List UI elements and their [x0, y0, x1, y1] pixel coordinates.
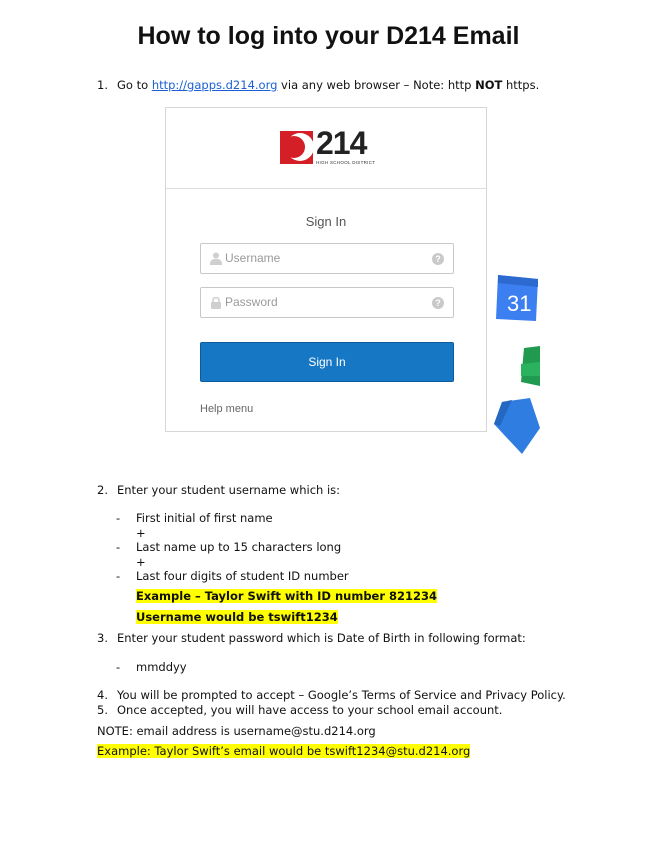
- page-title: How to log into your D214 Email: [137, 22, 520, 50]
- bullet-mark: -: [116, 569, 121, 583]
- step-1-suffix: https.: [502, 78, 540, 92]
- bullet-mark: -: [116, 511, 121, 525]
- example-highlight-1: [136, 589, 437, 603]
- password-format: mmddyy: [136, 660, 187, 674]
- email-example-highlight: [97, 744, 470, 758]
- step-4-number: 4.: [97, 688, 108, 702]
- login-card-header: [166, 108, 486, 189]
- username-help-icon[interactable]: ?: [432, 253, 444, 265]
- step-1-prefix: Go to: [117, 78, 152, 92]
- bullet-mark: -: [116, 660, 121, 674]
- lock-icon: [210, 296, 222, 309]
- email-example: Example: Taylor Swift’s email would be tswift1234@stu.d214.org: [97, 744, 471, 758]
- username-field[interactable]: [200, 243, 454, 274]
- step-1-bold: NOT: [475, 78, 503, 92]
- bullet-last-name: Last name up to 15 characters long: [136, 540, 342, 554]
- step-3-text: Enter your student password which is Date of Birth in following format:: [117, 631, 526, 645]
- step-4-text: You will be prompted to accept – Google’s Terms of Service and Privacy Policy.: [117, 688, 566, 702]
- step-5-number: 5.: [97, 703, 108, 717]
- email-note: NOTE: email address is username@stu.d214.org: [97, 724, 376, 738]
- google-sheets-icon: [521, 346, 540, 386]
- logo-subtitle: HIGH SCHOOL DISTRICT: [316, 160, 376, 165]
- help-menu-link[interactable]: Help menu: [200, 403, 254, 415]
- step-3-number: 3.: [97, 631, 108, 645]
- logo-number: 214: [316, 125, 367, 161]
- step-5-text: Once accepted, you will have access to your school email account.: [117, 703, 503, 717]
- step-1-text: [117, 78, 539, 92]
- login-card: [165, 107, 487, 432]
- signin-heading: Sign In: [305, 214, 347, 229]
- step-2-text: Enter your student username which is:: [117, 483, 341, 497]
- username-input[interactable]: [225, 248, 425, 268]
- step-1-number: 1.: [97, 78, 108, 92]
- google-docs-icon: [492, 398, 540, 454]
- bullet-mark: -: [116, 540, 121, 554]
- step-1-middle: via any web browser – Note: http: [277, 78, 476, 92]
- example-text-1: Example – Taylor Swift with ID number 821234: [136, 589, 438, 603]
- password-help-icon[interactable]: ?: [432, 297, 444, 309]
- plus-sign: +: [136, 555, 146, 569]
- example-highlight-2: [136, 610, 338, 624]
- bullet-first-initial: First initial of first name: [136, 511, 273, 525]
- password-field[interactable]: [200, 287, 454, 318]
- example-text-2: Username would be tswift1234: [136, 610, 338, 624]
- password-input[interactable]: [225, 292, 425, 312]
- plus-sign: +: [136, 526, 146, 540]
- signin-button[interactable]: Sign In: [200, 342, 454, 382]
- calendar-number: 31: [507, 291, 532, 316]
- google-calendar-icon: [494, 273, 540, 325]
- user-icon: [210, 252, 222, 265]
- bullet-student-id: Last four digits of student ID number: [136, 569, 349, 583]
- d214-logo-icon: [280, 131, 313, 164]
- gapps-link[interactable]: http://gapps.d214.org: [151, 78, 278, 92]
- step-2-number: 2.: [97, 483, 108, 497]
